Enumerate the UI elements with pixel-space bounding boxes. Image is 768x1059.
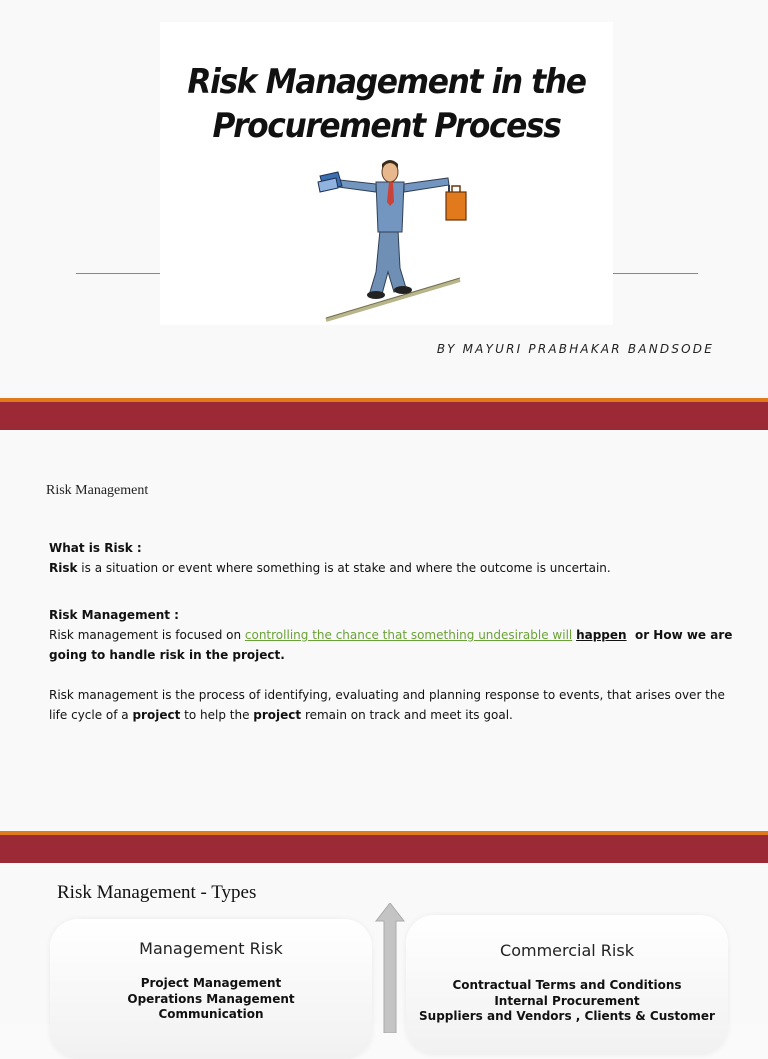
- businessman-tightrope-icon: [310, 140, 470, 330]
- title-rule-right: [613, 273, 698, 274]
- slide-title-line1: Risk Management in the: [187, 62, 586, 102]
- slide-separator-band-2: [0, 831, 768, 863]
- risk-definition-slide: [0, 432, 768, 830]
- list-item: Internal Procurement: [494, 993, 640, 1008]
- arrow-up-icon: [375, 903, 405, 1033]
- commercial-risk-card: [406, 915, 728, 1055]
- list-item: Suppliers and Vendors , Clients & Customer: [419, 1009, 715, 1023]
- slide-separator-band: [0, 398, 768, 430]
- management-risk-items: [50, 976, 372, 1023]
- risk-management-label: Risk Management :: [49, 608, 179, 622]
- list-item: Contractual Terms and Conditions: [452, 978, 682, 992]
- risk-word: Risk: [49, 561, 78, 575]
- risk-mgmt-text-start: Risk management is focused on: [49, 628, 245, 642]
- title-image-box: [160, 22, 613, 325]
- process-text-end: remain on track and meet its goal.: [301, 708, 513, 722]
- list-item: Project Management: [140, 976, 282, 990]
- project-word-2: project: [253, 708, 302, 722]
- risk-management-block: [49, 605, 739, 665]
- slide-title-line2: Procurement Process: [212, 106, 561, 146]
- controlling-chance-link[interactable]: controlling the chance that something undesirable will: [244, 628, 573, 642]
- slide2-heading: Risk Management: [46, 483, 149, 498]
- risk-process-paragraph: [49, 685, 739, 725]
- what-is-risk-block: [49, 538, 739, 578]
- separator-maroon-stripe: [0, 402, 768, 430]
- author-byline: BY MAYURI PRABHAKAR BANDSODE: [436, 342, 714, 356]
- list-item: Communication: [158, 1007, 264, 1021]
- or-word: or: [626, 628, 654, 642]
- commercial-risk-items: [406, 978, 728, 1025]
- management-risk-title: Management Risk: [139, 939, 283, 958]
- project-word-1: project: [132, 708, 181, 722]
- slide-title: [178, 60, 595, 148]
- slide3-heading: Risk Management - Types: [57, 882, 257, 903]
- commercial-risk-title: Commercial Risk: [500, 941, 634, 960]
- list-item: Operations Management: [127, 991, 295, 1006]
- risk-definition: [49, 558, 739, 578]
- risk-types-slide: [0, 865, 768, 1024]
- risk-definition-text: is a situation or event where something is at stake and where the outcome is uncertain.: [77, 561, 611, 575]
- process-text-start: Risk management is the process of identifying, evaluating and planning response to events, that arises over the life cycle of a: [49, 688, 725, 722]
- process-text-mid: to help the: [180, 708, 254, 722]
- risk-management-paragraph: [49, 625, 739, 665]
- happen-link[interactable]: happen: [576, 628, 627, 642]
- title-slide: [0, 0, 768, 398]
- title-rule-left: [76, 273, 160, 274]
- management-risk-card: [50, 919, 372, 1059]
- separator-maroon-stripe-2: [0, 835, 768, 863]
- what-is-risk-label: What is Risk :: [49, 541, 142, 555]
- risk-mgmt-text-rest: How we are going to handle risk in the project.: [49, 628, 733, 662]
